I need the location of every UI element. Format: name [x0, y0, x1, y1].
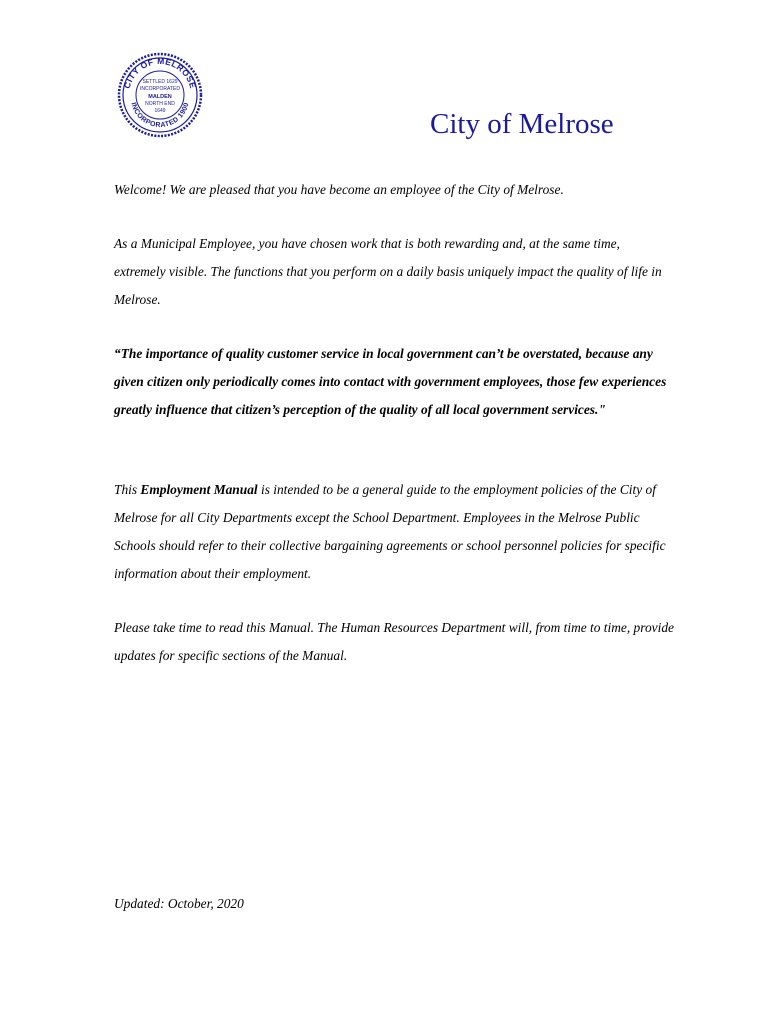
read-paragraph: Please take time to read this Manual. The Human Resources Department will, from time to time, provide updates for specific sections of the Manual.: [114, 620, 674, 663]
welcome-paragraph: Welcome! We are pleased that you have become an employee of the City of Melrose.: [114, 182, 564, 197]
seal-line-1: SETTLED 1629: [142, 79, 178, 85]
updated-date: Updated: October, 2020: [114, 896, 244, 911]
manual-text-prefix: This: [114, 482, 141, 497]
city-seal-icon: [117, 52, 203, 138]
seal-line-2: INCORPORATED: [140, 86, 180, 92]
manual-title: Employment Manual: [140, 482, 258, 497]
seal-bottom-text: INCORPORATED 1900: [129, 101, 191, 130]
page-title: City of Melrose: [430, 108, 614, 140]
seal-line-5: 1649: [154, 108, 166, 114]
manual-paragraph: [114, 476, 674, 588]
quote-paragraph: “The importance of quality customer service in local government can’t be overstated, because any given citizen only periodically comes into contact with government employees, those few experiences greatly influence that citizen’s perception of the quality of all local government services.": [114, 346, 667, 417]
municipal-paragraph: As a Municipal Employee, you have chosen work that is both rewarding and, at the same time, extremely visible. The functions that you perform on a daily basis uniquely impact the quality of life in Melrose.: [114, 236, 662, 307]
manual-text-suffix: is intended to be a general guide to the employment policies of the City of Melrose for all City Departments except the School Department. Employees in the Melrose Public Schools should refer to their collective bargaining agreements or school personnel policies for specific information about their employment.: [114, 482, 666, 581]
seal-outer-text: CITY OF MELROSE: [121, 55, 199, 90]
seal-line-4: NORTH END: [145, 101, 175, 107]
seal-line-3: MALDEN: [148, 94, 172, 100]
